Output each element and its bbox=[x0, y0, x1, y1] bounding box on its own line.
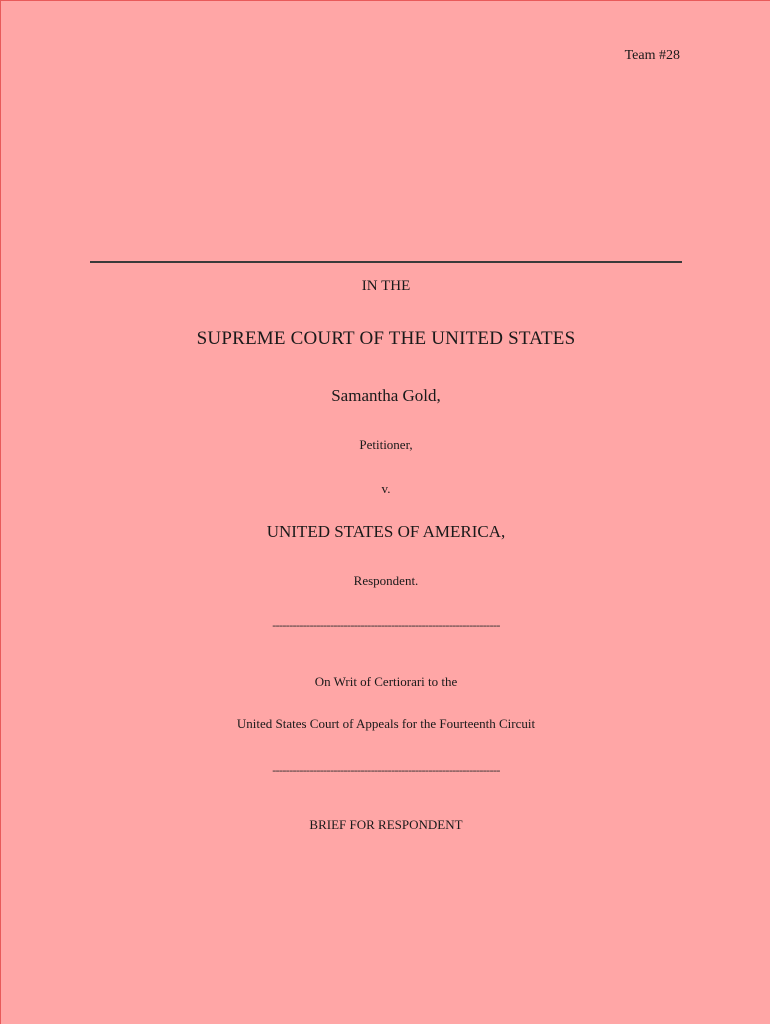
dashed-divider: ------------------------------------------------------------------- bbox=[272, 763, 500, 777]
writ-line: On Writ of Certiorari to the bbox=[314, 674, 458, 689]
petitioner-role: Petitioner, bbox=[359, 437, 413, 452]
horizontal-rule bbox=[90, 261, 682, 263]
court-preamble: IN THE bbox=[361, 278, 411, 294]
brief-title: BRIEF FOR RESPONDENT bbox=[309, 817, 463, 832]
court-name: SUPREME COURT OF THE UNITED STATES bbox=[196, 328, 576, 349]
respondent-name: UNITED STATES OF AMERICA, bbox=[266, 522, 506, 541]
team-number: Team #28 bbox=[624, 48, 680, 63]
circuit-line: United States Court of Appeals for the Fourteenth Circuit bbox=[236, 716, 536, 731]
dashed-divider: ------------------------------------------------------------------- bbox=[272, 618, 500, 632]
respondent-role: Respondent. bbox=[353, 573, 419, 588]
versus: v. bbox=[381, 481, 391, 496]
petitioner-name: Samantha Gold, bbox=[331, 386, 441, 405]
